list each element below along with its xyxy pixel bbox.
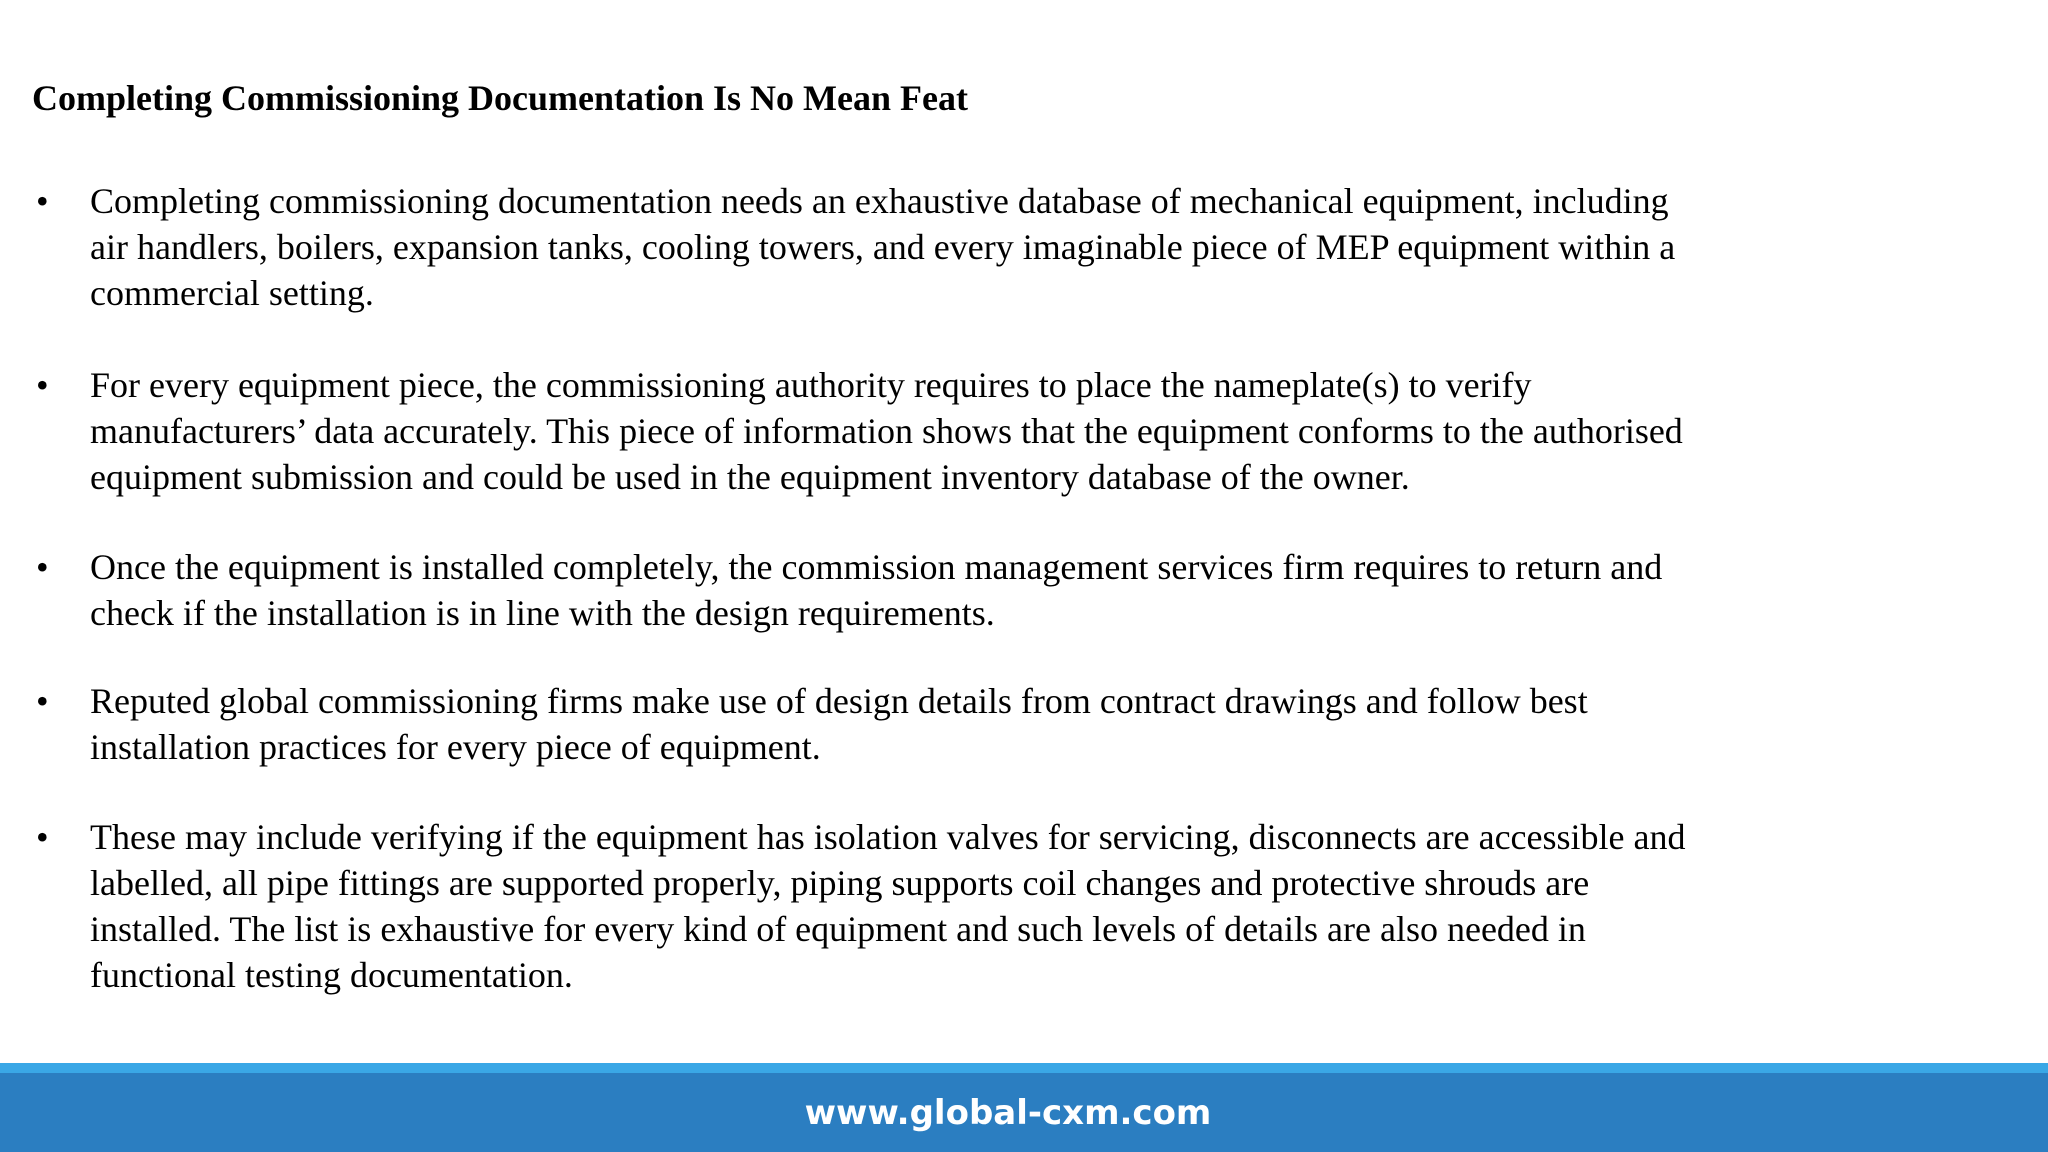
bullet-icon: • xyxy=(36,181,49,221)
footer-bar xyxy=(0,1063,2048,1152)
bullet-text: Once the equipment is installed completely, the commission management services firm requires to return and check if the installation is in line with the design requirements. xyxy=(90,547,1663,633)
bullet-icon: • xyxy=(36,365,49,405)
list-item xyxy=(36,178,1696,316)
bullet-list xyxy=(36,178,1696,998)
bullet-text: For every equipment piece, the commissioning authority requires to place the nameplate(s) to verify manufacturers’ data accurately. This piece of information shows that the equipment conforms to the authorised equipment submission and could be used in the equipment inventory database of the owner. xyxy=(90,365,1683,497)
slide-title: Completing Commissioning Documentation Is No Mean Feat xyxy=(32,78,968,118)
bullet-icon: • xyxy=(36,817,49,857)
bullet-icon: • xyxy=(36,681,49,721)
list-item xyxy=(36,678,1696,770)
bullet-text: Reputed global commissioning firms make use of design details from contract drawings and follow best installation practices for every piece of equipment. xyxy=(90,681,1588,767)
bullet-text: These may include verifying if the equipment has isolation valves for servicing, disconnects are accessible and labelled, all pipe fittings are supported properly, piping supports coil changes and protective shrouds are installed. The list is exhaustive for every kind of equipment and such levels of details are also needed in functional testing documentation. xyxy=(90,817,1686,995)
list-item xyxy=(36,814,1696,998)
bullet-text: Completing commissioning documentation needs an exhaustive database of mechanical equipment, including air handlers, boilers, expansion tanks, cooling towers, and every imaginable piece of MEP equipment within a commercial setting. xyxy=(90,181,1676,313)
bullet-icon: • xyxy=(36,547,49,587)
list-item xyxy=(36,362,1696,500)
list-item xyxy=(36,544,1696,636)
footer-url-link[interactable]: www.global-cxm.com xyxy=(804,1093,1212,1133)
